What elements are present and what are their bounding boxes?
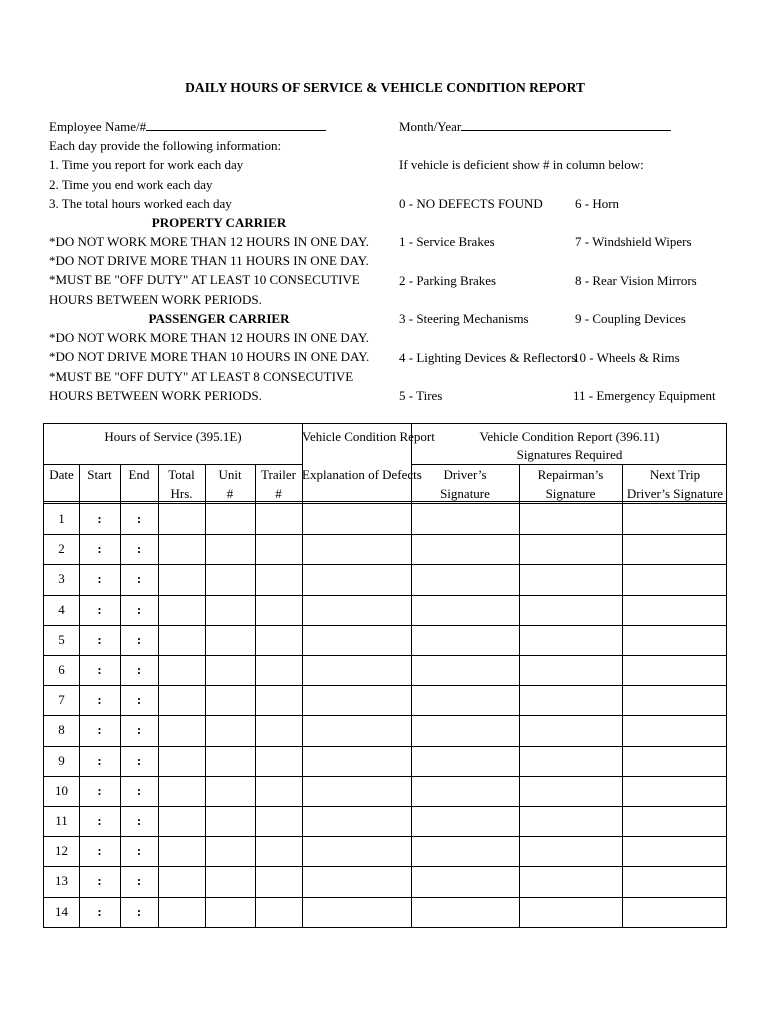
signatures-required-header: Signatures Required bbox=[516, 447, 623, 462]
defect-code: 6 - Horn bbox=[575, 196, 620, 211]
next-trip-signature-cell[interactable] bbox=[622, 625, 728, 655]
col-total: Total bbox=[168, 467, 195, 482]
start-time-cell[interactable]: : bbox=[97, 903, 102, 919]
col-date: Date bbox=[49, 467, 74, 482]
next-trip-signature-cell[interactable] bbox=[622, 776, 728, 806]
property-rule: *DO NOT WORK MORE THAN 12 HOURS IN ONE DAY. bbox=[49, 234, 369, 249]
repairman-signature-cell[interactable] bbox=[519, 836, 622, 866]
month-year-field[interactable] bbox=[399, 117, 671, 136]
defect-code: 3 - Steering Mechanisms bbox=[399, 311, 529, 326]
end-time-cell[interactable]: : bbox=[136, 752, 142, 768]
repairman-signature-cell[interactable] bbox=[519, 806, 622, 836]
end-time-cell[interactable]: : bbox=[136, 782, 142, 798]
passenger-rule: HOURS BETWEEN WORK PERIODS. bbox=[49, 388, 262, 403]
repairman-signature-cell[interactable] bbox=[519, 685, 622, 715]
employee-name-label: Employee Name/# bbox=[49, 119, 147, 134]
table-row bbox=[44, 776, 726, 806]
vehicle-condition-header: Vehicle Condition Report bbox=[302, 429, 435, 444]
col-end: End bbox=[128, 467, 150, 482]
hours-log-table bbox=[43, 423, 727, 928]
date-cell: 10 bbox=[55, 782, 68, 798]
col-repairman-signature: Signature bbox=[545, 486, 596, 501]
driver-signature-cell[interactable] bbox=[411, 625, 519, 655]
start-time-cell[interactable]: : bbox=[97, 541, 102, 557]
trailer-cell[interactable] bbox=[255, 685, 302, 715]
explanation-cell[interactable] bbox=[302, 836, 411, 866]
driver-signature-cell[interactable] bbox=[411, 746, 519, 776]
start-time-cell[interactable]: : bbox=[97, 782, 102, 798]
unit-cell[interactable] bbox=[205, 625, 255, 655]
col-next-trip-signature: Driver’s Signature bbox=[626, 486, 724, 501]
repairman-signature-cell[interactable] bbox=[519, 534, 622, 564]
trailer-cell[interactable] bbox=[255, 746, 302, 776]
trailer-cell[interactable] bbox=[255, 564, 302, 594]
total-hours-cell[interactable] bbox=[158, 776, 205, 806]
explanation-cell[interactable] bbox=[302, 625, 411, 655]
date-cell: 9 bbox=[58, 752, 65, 768]
property-carrier-heading: PROPERTY CARRIER bbox=[151, 215, 287, 230]
col-start: Start bbox=[87, 467, 112, 482]
total-hours-cell[interactable] bbox=[158, 595, 205, 625]
instruction-item: 3. The total hours worked each day bbox=[49, 196, 232, 211]
unit-cell[interactable] bbox=[205, 564, 255, 594]
trailer-cell[interactable] bbox=[255, 806, 302, 836]
passenger-rule: *DO NOT DRIVE MORE THAN 10 HOURS IN ONE DAY. bbox=[49, 349, 370, 364]
repairman-signature-cell[interactable] bbox=[519, 897, 622, 927]
explanation-cell[interactable] bbox=[302, 866, 411, 896]
driver-signature-cell[interactable] bbox=[411, 806, 519, 836]
unit-cell[interactable] bbox=[205, 746, 255, 776]
trailer-cell[interactable] bbox=[255, 625, 302, 655]
end-time-cell[interactable]: : bbox=[136, 541, 142, 557]
driver-signature-cell[interactable] bbox=[411, 836, 519, 866]
driver-signature-cell[interactable] bbox=[411, 564, 519, 594]
passenger-carrier-heading: PASSENGER CARRIER bbox=[148, 311, 290, 326]
explanation-cell[interactable] bbox=[302, 685, 411, 715]
driver-signature-cell[interactable] bbox=[411, 595, 519, 625]
passenger-rule: *DO NOT WORK MORE THAN 12 HOURS IN ONE DAY. bbox=[49, 330, 369, 345]
table-row bbox=[44, 595, 726, 625]
total-hours-cell[interactable] bbox=[158, 504, 205, 534]
unit-cell[interactable] bbox=[205, 504, 255, 534]
trailer-cell[interactable] bbox=[255, 715, 302, 745]
end-time-cell[interactable]: : bbox=[136, 843, 142, 859]
unit-cell[interactable] bbox=[205, 595, 255, 625]
property-rule: *MUST BE "OFF DUTY" AT LEAST 10 CONSECUTIVE bbox=[49, 272, 360, 287]
unit-cell[interactable] bbox=[205, 836, 255, 866]
defect-code: 7 - Windshield Wipers bbox=[575, 234, 692, 249]
unit-cell[interactable] bbox=[205, 897, 255, 927]
repairman-signature-cell[interactable] bbox=[519, 564, 622, 594]
defect-code: 1 - Service Brakes bbox=[399, 234, 495, 249]
next-trip-signature-cell[interactable] bbox=[622, 746, 728, 776]
total-hours-cell[interactable] bbox=[158, 625, 205, 655]
property-rule: HOURS BETWEEN WORK PERIODS. bbox=[49, 292, 262, 307]
month-year-blank[interactable] bbox=[461, 117, 671, 131]
start-time-cell[interactable]: : bbox=[97, 631, 102, 647]
table-row bbox=[44, 685, 726, 715]
col-explanation: Explanation of Defects bbox=[302, 467, 422, 482]
total-hours-cell[interactable] bbox=[158, 746, 205, 776]
driver-signature-cell[interactable] bbox=[411, 715, 519, 745]
explanation-cell[interactable] bbox=[302, 897, 411, 927]
explanation-cell[interactable] bbox=[302, 595, 411, 625]
total-hours-cell[interactable] bbox=[158, 685, 205, 715]
date-cell: 2 bbox=[58, 541, 65, 557]
next-trip-signature-cell[interactable] bbox=[622, 866, 728, 896]
date-cell: 4 bbox=[58, 601, 65, 617]
next-trip-signature-cell[interactable] bbox=[622, 806, 728, 836]
next-trip-signature-cell[interactable] bbox=[622, 715, 728, 745]
deficient-note: If vehicle is deficient show # in column below: bbox=[399, 157, 644, 172]
unit-cell[interactable] bbox=[205, 715, 255, 745]
date-cell: 5 bbox=[58, 631, 65, 647]
explanation-cell[interactable] bbox=[302, 655, 411, 685]
vcr-396-header: Vehicle Condition Report (396.11) bbox=[479, 429, 660, 444]
trailer-cell[interactable] bbox=[255, 504, 302, 534]
explanation-cell[interactable] bbox=[302, 534, 411, 564]
col-unit: Unit bbox=[218, 467, 242, 482]
total-hours-cell[interactable] bbox=[158, 564, 205, 594]
start-time-cell[interactable]: : bbox=[97, 813, 102, 828]
table-row bbox=[44, 564, 726, 594]
end-time-cell[interactable]: : bbox=[136, 511, 142, 526]
table-row bbox=[44, 534, 726, 564]
end-time-cell[interactable]: : bbox=[136, 662, 142, 677]
driver-signature-cell[interactable] bbox=[411, 776, 519, 806]
property-rule: *DO NOT DRIVE MORE THAN 11 HOURS IN ONE DAY. bbox=[49, 253, 369, 268]
unit-cell[interactable] bbox=[205, 776, 255, 806]
date-cell: 3 bbox=[58, 571, 65, 587]
trailer-cell[interactable] bbox=[255, 595, 302, 625]
repairman-signature-cell[interactable] bbox=[519, 746, 622, 776]
explanation-cell[interactable] bbox=[302, 504, 411, 534]
table-row bbox=[44, 655, 726, 685]
date-cell: 12 bbox=[55, 843, 68, 859]
end-time-cell[interactable]: : bbox=[136, 601, 142, 617]
trailer-cell[interactable] bbox=[255, 655, 302, 685]
repairman-signature-cell[interactable] bbox=[519, 866, 622, 896]
employee-name-field[interactable] bbox=[49, 117, 326, 136]
next-trip-signature-cell[interactable] bbox=[622, 655, 728, 685]
end-time-cell[interactable]: : bbox=[136, 903, 142, 919]
driver-signature-cell[interactable] bbox=[411, 504, 519, 534]
table-row bbox=[44, 625, 726, 655]
date-cell: 11 bbox=[55, 813, 68, 828]
unit-cell[interactable] bbox=[205, 685, 255, 715]
unit-cell[interactable] bbox=[205, 655, 255, 685]
explanation-cell[interactable] bbox=[302, 564, 411, 594]
date-cell: 1 bbox=[58, 511, 65, 526]
repairman-signature-cell[interactable] bbox=[519, 504, 622, 534]
defect-code: 8 - Rear Vision Mirrors bbox=[575, 273, 697, 288]
start-time-cell[interactable]: : bbox=[97, 752, 102, 768]
start-time-cell[interactable]: : bbox=[97, 571, 102, 587]
next-trip-signature-cell[interactable] bbox=[622, 595, 728, 625]
table-row bbox=[44, 897, 726, 927]
next-trip-signature-cell[interactable] bbox=[622, 534, 728, 564]
trailer-cell[interactable] bbox=[255, 836, 302, 866]
defect-code: 10 - Wheels & Rims bbox=[573, 350, 680, 365]
start-time-cell[interactable]: : bbox=[97, 873, 102, 889]
explanation-cell[interactable] bbox=[302, 806, 411, 836]
table-row bbox=[44, 715, 726, 745]
defect-code: 9 - Coupling Devices bbox=[575, 311, 686, 326]
total-hours-cell[interactable] bbox=[158, 534, 205, 564]
end-time-cell[interactable]: : bbox=[136, 692, 142, 708]
table-row bbox=[44, 866, 726, 896]
employee-name-blank[interactable] bbox=[146, 117, 326, 131]
repairman-signature-cell[interactable] bbox=[519, 595, 622, 625]
defect-code: 0 - NO DEFECTS FOUND bbox=[399, 196, 543, 211]
explanation-cell[interactable] bbox=[302, 715, 411, 745]
repairman-signature-cell[interactable] bbox=[519, 625, 622, 655]
total-hours-cell[interactable] bbox=[158, 897, 205, 927]
repairman-signature-cell[interactable] bbox=[519, 776, 622, 806]
col-next-trip: Next Trip bbox=[649, 467, 701, 482]
instruction-item: 1. Time you report for work each day bbox=[49, 157, 244, 172]
end-time-cell[interactable]: : bbox=[136, 813, 142, 828]
start-time-cell[interactable]: : bbox=[97, 601, 102, 617]
driver-signature-cell[interactable] bbox=[411, 897, 519, 927]
date-cell: 7 bbox=[58, 692, 65, 708]
table-row bbox=[44, 746, 726, 776]
next-trip-signature-cell[interactable] bbox=[622, 504, 728, 534]
instructions-intro: Each day provide the following information: bbox=[49, 138, 282, 153]
start-time-cell[interactable]: : bbox=[97, 692, 102, 708]
unit-cell[interactable] bbox=[205, 806, 255, 836]
unit-cell[interactable] bbox=[205, 866, 255, 896]
end-time-cell[interactable]: : bbox=[136, 873, 142, 889]
driver-signature-cell[interactable] bbox=[411, 685, 519, 715]
trailer-cell[interactable] bbox=[255, 534, 302, 564]
next-trip-signature-cell[interactable] bbox=[622, 897, 728, 927]
table-row bbox=[44, 504, 726, 534]
col-total-hrs: Hrs. bbox=[170, 486, 193, 501]
end-time-cell[interactable]: : bbox=[136, 722, 142, 738]
explanation-cell[interactable] bbox=[302, 746, 411, 776]
next-trip-signature-cell[interactable] bbox=[622, 836, 728, 866]
date-cell: 14 bbox=[55, 903, 68, 919]
start-time-cell[interactable]: : bbox=[97, 511, 102, 526]
repairman-signature-cell[interactable] bbox=[519, 715, 622, 745]
driver-signature-cell[interactable] bbox=[411, 534, 519, 564]
defect-code: 4 - Lighting Devices & Reflectors bbox=[399, 350, 577, 365]
col-trailer-hash: # bbox=[275, 486, 282, 501]
table-row bbox=[44, 806, 726, 836]
table-row bbox=[44, 836, 726, 866]
instruction-item: 2. Time you end work each day bbox=[49, 177, 213, 192]
defect-code: 5 - Tires bbox=[399, 388, 443, 403]
trailer-cell[interactable] bbox=[255, 776, 302, 806]
next-trip-signature-cell[interactable] bbox=[622, 685, 728, 715]
driver-signature-cell[interactable] bbox=[411, 655, 519, 685]
date-cell: 6 bbox=[58, 662, 65, 677]
month-year-label: Month/Year bbox=[399, 119, 462, 134]
col-driver: Driver’s bbox=[443, 467, 487, 482]
end-time-cell[interactable]: : bbox=[136, 571, 142, 587]
col-unit-hash: # bbox=[226, 486, 234, 501]
total-hours-cell[interactable] bbox=[158, 715, 205, 745]
total-hours-cell[interactable] bbox=[158, 866, 205, 896]
trailer-cell[interactable] bbox=[255, 866, 302, 896]
start-time-cell[interactable]: : bbox=[97, 662, 102, 677]
end-time-cell[interactable]: : bbox=[136, 631, 142, 647]
date-cell: 8 bbox=[58, 722, 65, 738]
page-title: DAILY HOURS OF SERVICE & VEHICLE CONDITION REPORT bbox=[185, 80, 585, 95]
passenger-rule: *MUST BE "OFF DUTY" AT LEAST 8 CONSECUTIVE bbox=[49, 369, 354, 384]
defect-code: 2 - Parking Brakes bbox=[399, 273, 497, 288]
col-repairman: Repairman’s bbox=[537, 467, 604, 482]
col-driver-signature: Signature bbox=[440, 486, 490, 501]
unit-cell[interactable] bbox=[205, 534, 255, 564]
start-time-cell[interactable]: : bbox=[97, 843, 102, 859]
total-hours-cell[interactable] bbox=[158, 655, 205, 685]
driver-signature-cell[interactable] bbox=[411, 866, 519, 896]
next-trip-signature-cell[interactable] bbox=[622, 564, 728, 594]
trailer-cell[interactable] bbox=[255, 897, 302, 927]
col-trailer: Trailer bbox=[261, 467, 296, 482]
hours-of-service-header: Hours of Service (395.1E) bbox=[104, 429, 242, 444]
date-cell: 13 bbox=[55, 873, 68, 889]
defect-code: 11 - Emergency Equipment bbox=[573, 388, 716, 403]
total-hours-cell[interactable] bbox=[158, 806, 205, 836]
start-time-cell[interactable]: : bbox=[97, 722, 102, 738]
repairman-signature-cell[interactable] bbox=[519, 655, 622, 685]
explanation-cell[interactable] bbox=[302, 776, 411, 806]
total-hours-cell[interactable] bbox=[158, 836, 205, 866]
